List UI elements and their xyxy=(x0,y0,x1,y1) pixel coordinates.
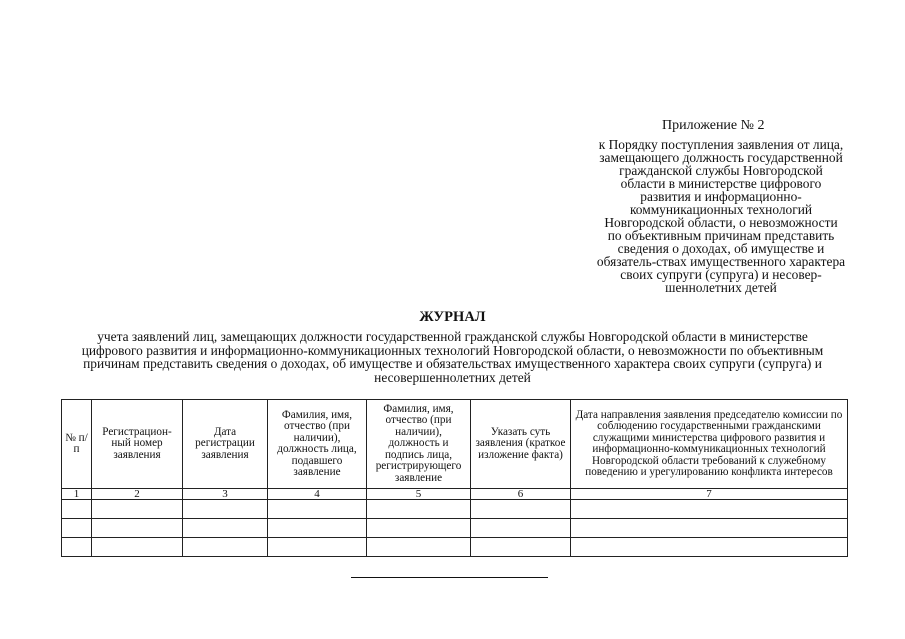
table-cell xyxy=(571,519,848,538)
table-cell xyxy=(62,519,92,538)
table-cell xyxy=(471,519,571,538)
table-cell xyxy=(367,500,471,519)
table-cell xyxy=(268,538,367,557)
appendix-reference-text: к Порядку поступления заявления от лица, замещающего должность государственной гражданской службы Новгородской области в министерстве цифрового развития и информационно-коммуникационных технологий Новгородской области, о невозможности по объективным причинам представить сведения о доходах, об имуществе и обязатель-ствах имущественного характера своих супруги (супруга) и несовер-шеннолетних детей xyxy=(596,137,846,295)
bottom-separator-line xyxy=(351,577,548,578)
column-number: 1 xyxy=(62,489,92,500)
table-header-row xyxy=(62,400,848,489)
column-number-row xyxy=(62,489,848,500)
header-applicant: Фамилия, имя, отчество (при наличии), должность лица, подавшего заявление xyxy=(268,400,367,489)
header-registrar: Фамилия, имя, отчество (при наличии), должность и подпись лица, регистрирующего заявление xyxy=(367,400,471,489)
table-cell xyxy=(268,500,367,519)
appendix-title: Приложение № 2 xyxy=(662,118,765,133)
table-cell xyxy=(62,500,92,519)
table-row xyxy=(62,519,848,538)
table-cell xyxy=(471,538,571,557)
header-number: № п/п xyxy=(62,400,92,489)
table-cell xyxy=(62,538,92,557)
table-cell xyxy=(92,538,183,557)
table-cell xyxy=(183,500,268,519)
table-cell xyxy=(367,519,471,538)
column-number: 3 xyxy=(183,489,268,500)
header-registration-number: Регистрацион-ный номер заявления xyxy=(92,400,183,489)
header-commission-date: Дата направления заявления председателю комиссии по соблюдению государственными гражданскими служащими министерства цифрового развития и информационно-коммуникационных технологий Новгородской области требований к служебному поведению и урегулированию конфликта интересов xyxy=(571,400,848,489)
column-number: 2 xyxy=(92,489,183,500)
table-cell xyxy=(92,500,183,519)
journal-title: ЖУРНАЛ xyxy=(419,309,486,325)
table-cell xyxy=(571,500,848,519)
table-row xyxy=(62,500,848,519)
journal-table xyxy=(61,399,848,557)
column-number: 7 xyxy=(571,489,848,500)
table-cell xyxy=(92,519,183,538)
header-registration-date: Дата регистрации заявления xyxy=(183,400,268,489)
table-cell xyxy=(367,538,471,557)
table-cell xyxy=(571,538,848,557)
journal-subtitle: учета заявлений лиц, замещающих должности государственной гражданской службы Новгородской области в министерстве цифрового развития и информационно-коммуникационных технологий Новгородской области, о невозможности по объективным причинам представить сведения о доходах, об имуществе и обязательствах имущественного характера своих супруги (супруга) и несовершеннолетних детей xyxy=(81,329,824,385)
column-number: 6 xyxy=(471,489,571,500)
header-summary: Указать суть заявления (краткое изложение факта) xyxy=(471,400,571,489)
table-cell xyxy=(268,519,367,538)
column-number: 5 xyxy=(367,489,471,500)
column-number: 4 xyxy=(268,489,367,500)
table-cell xyxy=(471,500,571,519)
table-cell xyxy=(183,519,268,538)
table-row xyxy=(62,538,848,557)
table-cell xyxy=(183,538,268,557)
